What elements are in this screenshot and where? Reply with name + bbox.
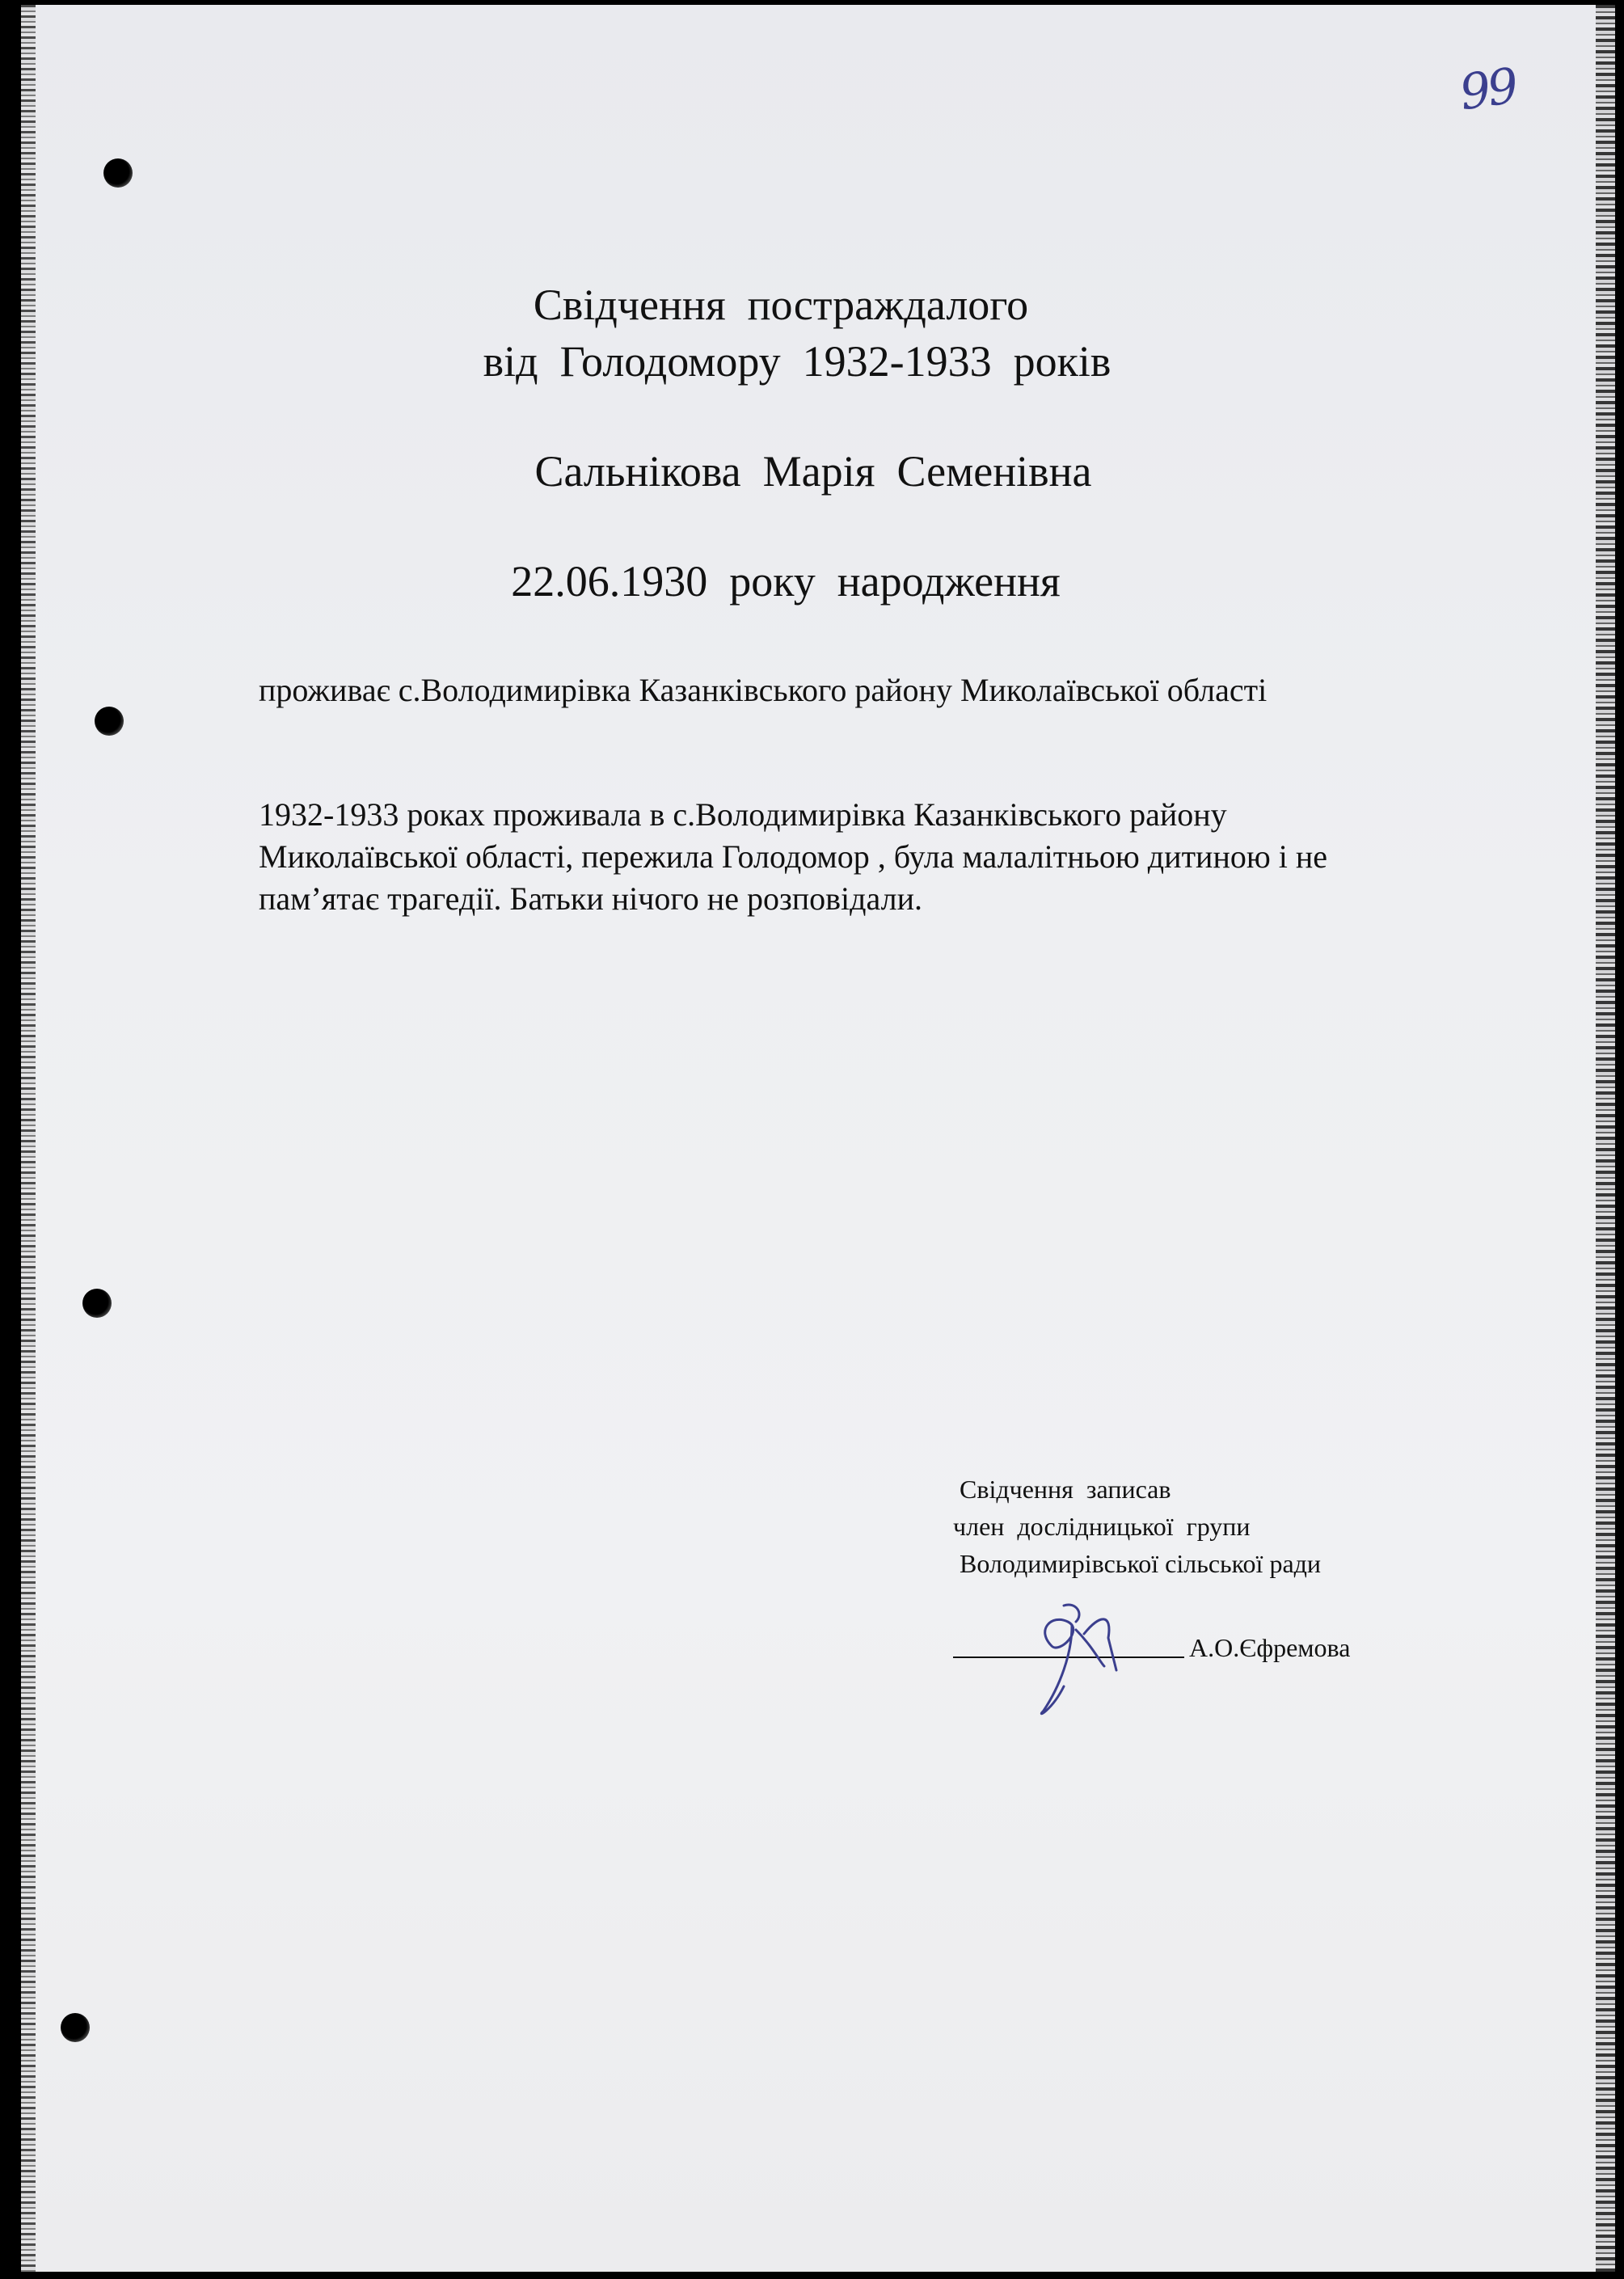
recorder-name: А.О.Єфремова: [1189, 1633, 1351, 1662]
person-name: Сальнікова Марія Семенівна: [534, 447, 1092, 496]
title-line-2: від Голодомору 1932-1933 років: [483, 337, 1111, 386]
title-line-1: Свідчення постраждалого: [533, 281, 1029, 329]
handwritten-signature: [1027, 1597, 1141, 1719]
punch-hole: [61, 2013, 90, 2042]
recorder-line-1: Свідчення записав: [960, 1475, 1171, 1504]
recorder-line-2: член дослідницької групи: [953, 1512, 1251, 1541]
document-page: [21, 5, 1615, 2272]
perforated-right-edge: [1596, 5, 1615, 2272]
recorder-line-3: Володимирівської сільської ради: [960, 1549, 1322, 1578]
residence-text: проживає с.Володимирівка Казанківського району Миколаївської області: [259, 672, 1268, 708]
birth-date: 22.06.1930 року народження: [511, 557, 1061, 606]
punch-hole: [95, 707, 124, 736]
punch-hole: [103, 158, 133, 188]
handwritten-page-number: 99: [1456, 57, 1519, 122]
punch-hole: [82, 1289, 112, 1318]
testimony-text: 1932-1933 роках проживала в с.Володимирівка Казанківського району Миколаївської області, пережила Голодомор , була малалітньою дитиною і не пам’ятає трагедії. Батьки нічого не розповідали.: [259, 796, 1328, 917]
